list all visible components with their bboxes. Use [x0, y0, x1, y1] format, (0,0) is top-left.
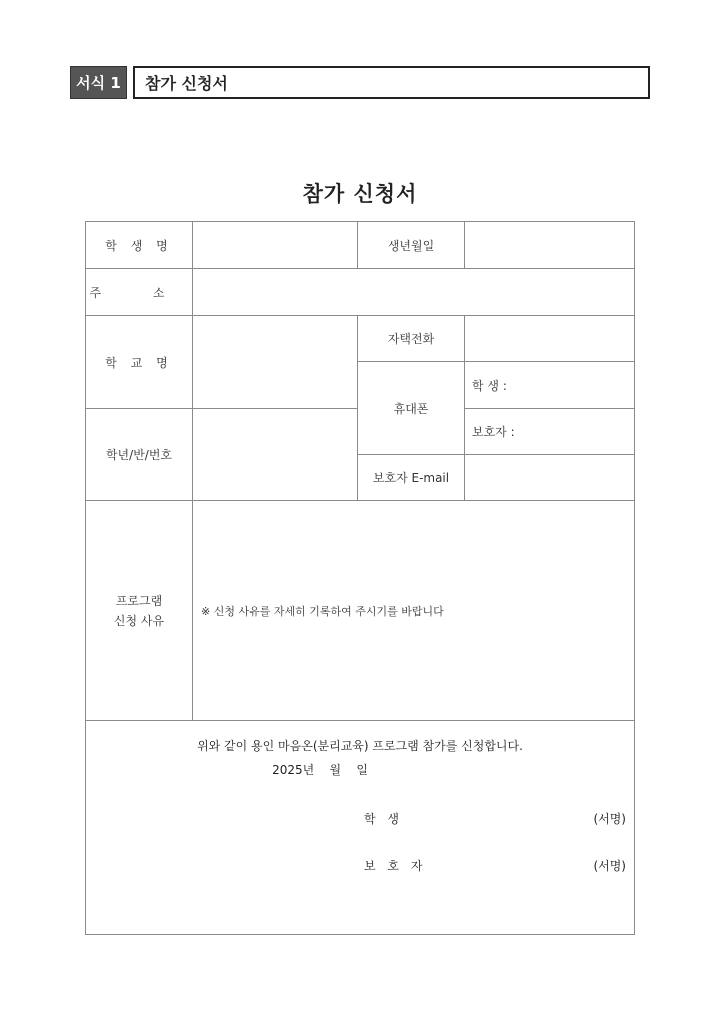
form-header-title: 참가 신청서	[133, 66, 650, 99]
student-name-label: 학 생 명	[86, 222, 193, 269]
guardian-signature-mark: (서명)	[593, 858, 626, 873]
grade-class-number-label: 학년/반/번호	[86, 409, 193, 501]
birth-date-label: 생년월일	[358, 222, 465, 269]
home-phone-label: 자택전화	[358, 316, 465, 362]
student-name-field[interactable]	[193, 222, 358, 269]
school-name-label: 학 교 명	[86, 316, 193, 409]
address-field[interactable]	[193, 269, 635, 316]
application-form-table	[85, 221, 635, 935]
program-label-line1: 프로그램	[115, 594, 163, 609]
declaration-statement: 위와 같이 용인 마음온(분리교육) 프로그램 참가를 신청합니다.	[197, 738, 523, 753]
student-signature-label: 학 생	[364, 811, 403, 826]
mobile-guardian-field[interactable]: 보호자 :	[465, 409, 635, 455]
guardian-email-label: 보호자 E-mail	[358, 455, 465, 501]
mobile-student-field[interactable]: 학 생 :	[465, 362, 635, 409]
mobile-label: 휴대폰	[358, 362, 465, 455]
birth-date-field[interactable]	[465, 222, 635, 269]
form-number-badge: 서식 1	[70, 66, 127, 99]
program-reason-hint: ※ 신청 사유를 자세히 기록하여 주시기를 바랍니다	[201, 604, 444, 618]
document-title: 참가 신청서	[302, 182, 418, 206]
program-reason-label	[86, 501, 193, 720]
declaration-section	[86, 720, 635, 934]
student-signature-mark: (서명)	[593, 811, 626, 826]
application-date: 2025년 월 일	[272, 762, 368, 777]
home-phone-field[interactable]	[465, 316, 635, 362]
program-label-line2: 신청 사유	[113, 614, 165, 629]
address-label: 주 소	[86, 269, 193, 316]
program-reason-field[interactable]	[193, 501, 635, 720]
guardian-signature-label: 보 호 자	[364, 858, 427, 873]
guardian-email-field[interactable]	[465, 455, 635, 501]
school-name-field[interactable]	[193, 316, 358, 409]
grade-class-number-field[interactable]	[193, 409, 358, 501]
